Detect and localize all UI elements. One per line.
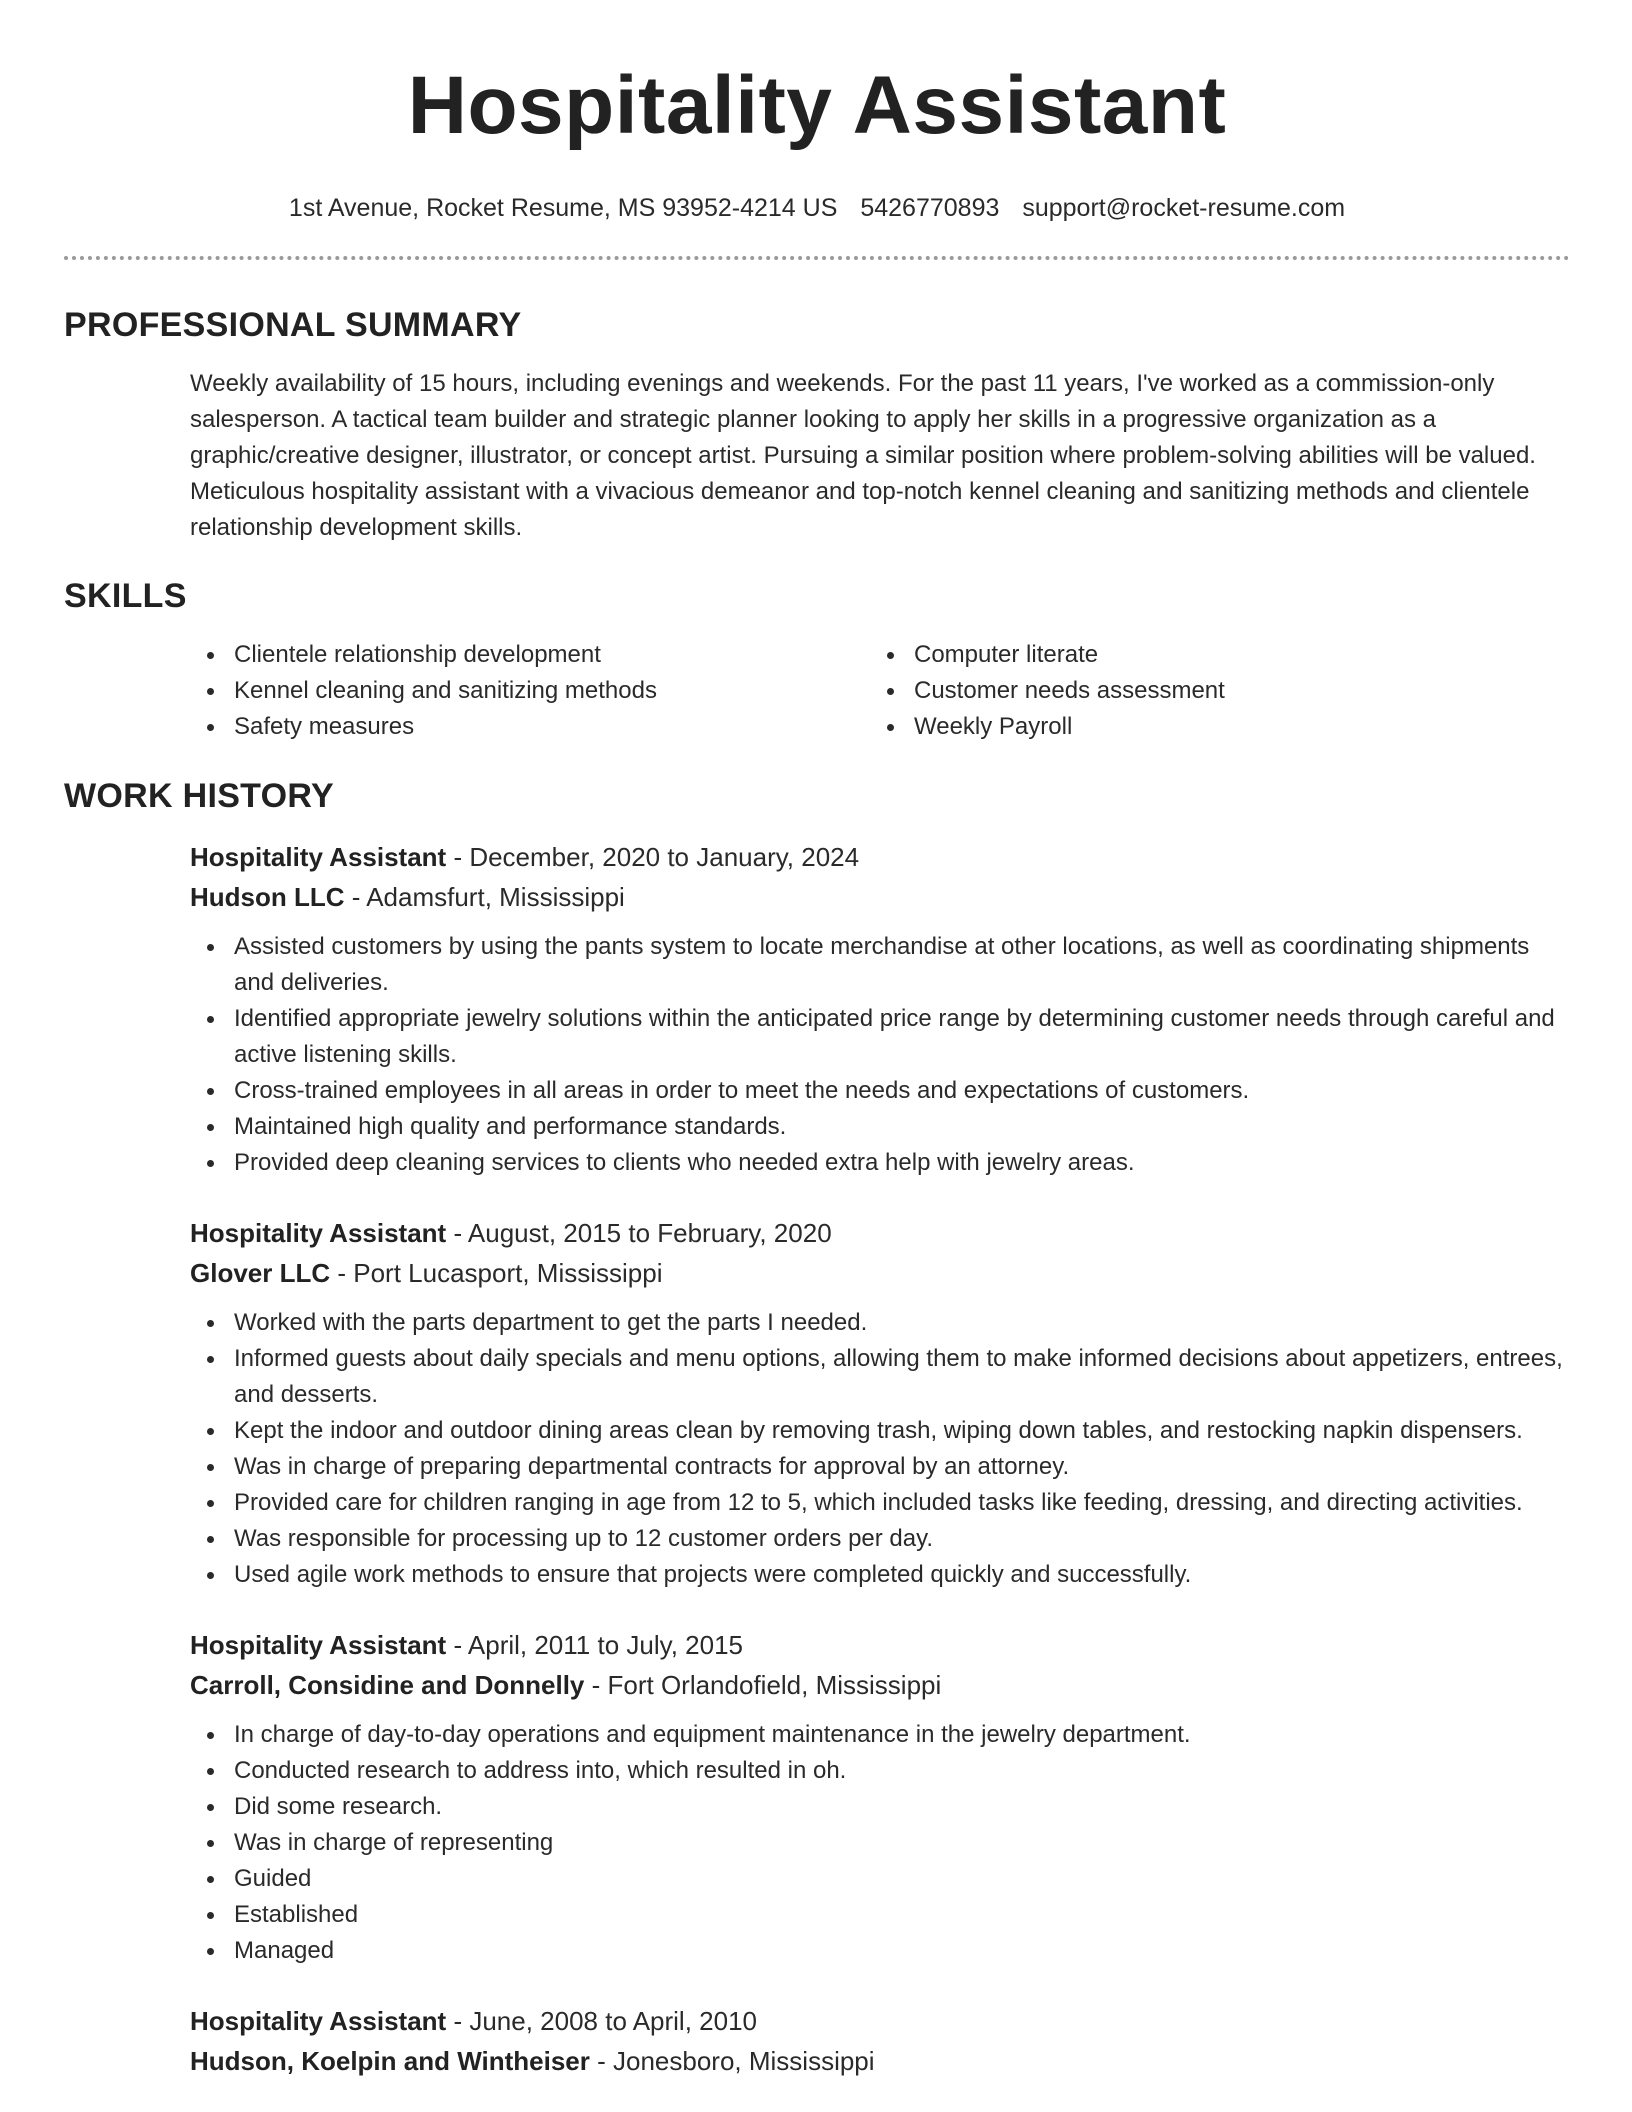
resume-page [64, 0, 1570, 2081]
skills-list [190, 637, 1570, 745]
job-bullet: Managed [190, 1933, 1570, 1969]
job-location: - Port Lucasport, Mississippi [330, 1258, 663, 1288]
job-bullet: Conducted research to address into, which resulted in oh. [190, 1753, 1570, 1789]
skill-item: Weekly Payroll [870, 709, 1550, 745]
job-role: Hospitality Assistant [190, 2006, 447, 2036]
job-bullet: Maintained high quality and performance standards. [190, 1109, 1570, 1145]
job-bullet: Provided deep cleaning services to clients who needed extra help with jewelry areas. [190, 1145, 1570, 1181]
skill-item: Computer literate [870, 637, 1550, 673]
job-bullet: Cross-trained employees in all areas in order to meet the needs and expectations of customers. [190, 1073, 1570, 1109]
job-company-line [190, 2041, 1570, 2081]
job-dates: - June, 2008 to April, 2010 [446, 2006, 757, 2036]
job-entry [190, 2001, 1570, 2081]
job-role: Hospitality Assistant [190, 1630, 447, 1660]
job-bullet: Assisted customers by using the pants system to locate merchandise at other locations, as well as coordinating shipments and deliveries. [190, 929, 1570, 1001]
job-company: Hudson, Koelpin and Wintheiser [190, 2046, 590, 2076]
job-company: Glover LLC [190, 1258, 331, 1288]
skills-heading: SKILLS [64, 577, 187, 615]
skill-item: Clientele relationship development [190, 637, 870, 673]
job-bullet: In charge of day-to-day operations and equipment maintenance in the jewelry department. [190, 1717, 1570, 1753]
job-role: Hospitality Assistant [190, 1218, 447, 1248]
job-bullet: Was responsible for processing up to 12 customer orders per day. [190, 1521, 1570, 1557]
skills-column-left [190, 637, 870, 745]
skill-item: Kennel cleaning and sanitizing methods [190, 673, 870, 709]
job-location: - Adamsfurt, Mississippi [344, 882, 625, 912]
job-entry [190, 1625, 1570, 1969]
job-bullet: Established [190, 1897, 1570, 1933]
job-company: Hudson LLC [190, 882, 345, 912]
job-bullet: Worked with the parts department to get the parts I needed. [190, 1305, 1570, 1341]
job-bullet: Informed guests about daily specials and menu options, allowing them to make informed decisions about appetizers, entrees, and desserts. [190, 1341, 1570, 1413]
job-company-line [190, 877, 1570, 917]
job-bullet: Identified appropriate jewelry solutions within the anticipated price range by determining customer needs through careful and active listening skills. [190, 1001, 1570, 1073]
job-bullets [190, 929, 1570, 1181]
skill-item: Safety measures [190, 709, 870, 745]
job-title-line [190, 837, 1570, 877]
contact-line [64, 193, 1570, 223]
job-company: Carroll, Considine and Donnelly [190, 1670, 585, 1700]
contact-phone: 5426770893 [860, 194, 1000, 222]
summary-heading: PROFESSIONAL SUMMARY [64, 306, 522, 344]
contact-address: 1st Avenue, Rocket Resume, MS 93952-4214 US [288, 194, 838, 222]
job-bullet: Was in charge of preparing departmental contracts for approval by an attorney. [190, 1449, 1570, 1485]
job-bullets [190, 1717, 1570, 1969]
work-history-heading: WORK HISTORY [64, 777, 334, 815]
job-bullet: Guided [190, 1861, 1570, 1897]
skill-item: Customer needs assessment [870, 673, 1550, 709]
job-bullet: Did some research. [190, 1789, 1570, 1825]
job-location: - Jonesboro, Mississippi [589, 2046, 875, 2076]
job-title-line [190, 1625, 1570, 1665]
job-entry [190, 1213, 1570, 1593]
job-bullets [190, 1305, 1570, 1593]
job-bullet: Used agile work methods to ensure that projects were completed quickly and successfully. [190, 1557, 1570, 1593]
job-dates: - August, 2015 to February, 2020 [446, 1218, 832, 1248]
job-entry [190, 837, 1570, 1181]
job-bullet: Was in charge of representing [190, 1825, 1570, 1861]
summary-text: Weekly availability of 15 hours, including evenings and weekends. For the past 11 years, I've worked as a commission-only salesperson. A tactical team builder and strategic planner looking to apply her skills in a progressive organization as a graphic/creative designer, illustrator, or concept artist. Pursuing a similar position where problem-solving abilities will be valued. Meticulous hospitality assistant with a vivacious demeanor and top-notch kennel cleaning and sanitizing methods and clientele relationship development skills. [190, 370, 1536, 541]
job-role: Hospitality Assistant [190, 842, 447, 872]
job-title-line [190, 2001, 1570, 2041]
resume-name: Hospitality Assistant [407, 60, 1227, 151]
header-divider [64, 256, 1570, 260]
skills-column-right [870, 637, 1550, 745]
contact-email: support@rocket-resume.com [1022, 194, 1346, 222]
job-dates: - April, 2011 to July, 2015 [446, 1630, 743, 1660]
job-dates: - December, 2020 to January, 2024 [446, 842, 860, 872]
job-title-line [190, 1213, 1570, 1253]
job-location: - Fort Orlandofield, Mississippi [584, 1670, 942, 1700]
job-bullet: Kept the indoor and outdoor dining areas clean by removing trash, wiping down tables, and restocking napkin dispensers. [190, 1413, 1570, 1449]
job-bullet: Provided care for children ranging in age from 12 to 5, which included tasks like feeding, dressing, and directing activities. [190, 1485, 1570, 1521]
job-company-line [190, 1665, 1570, 1705]
job-company-line [190, 1253, 1570, 1293]
